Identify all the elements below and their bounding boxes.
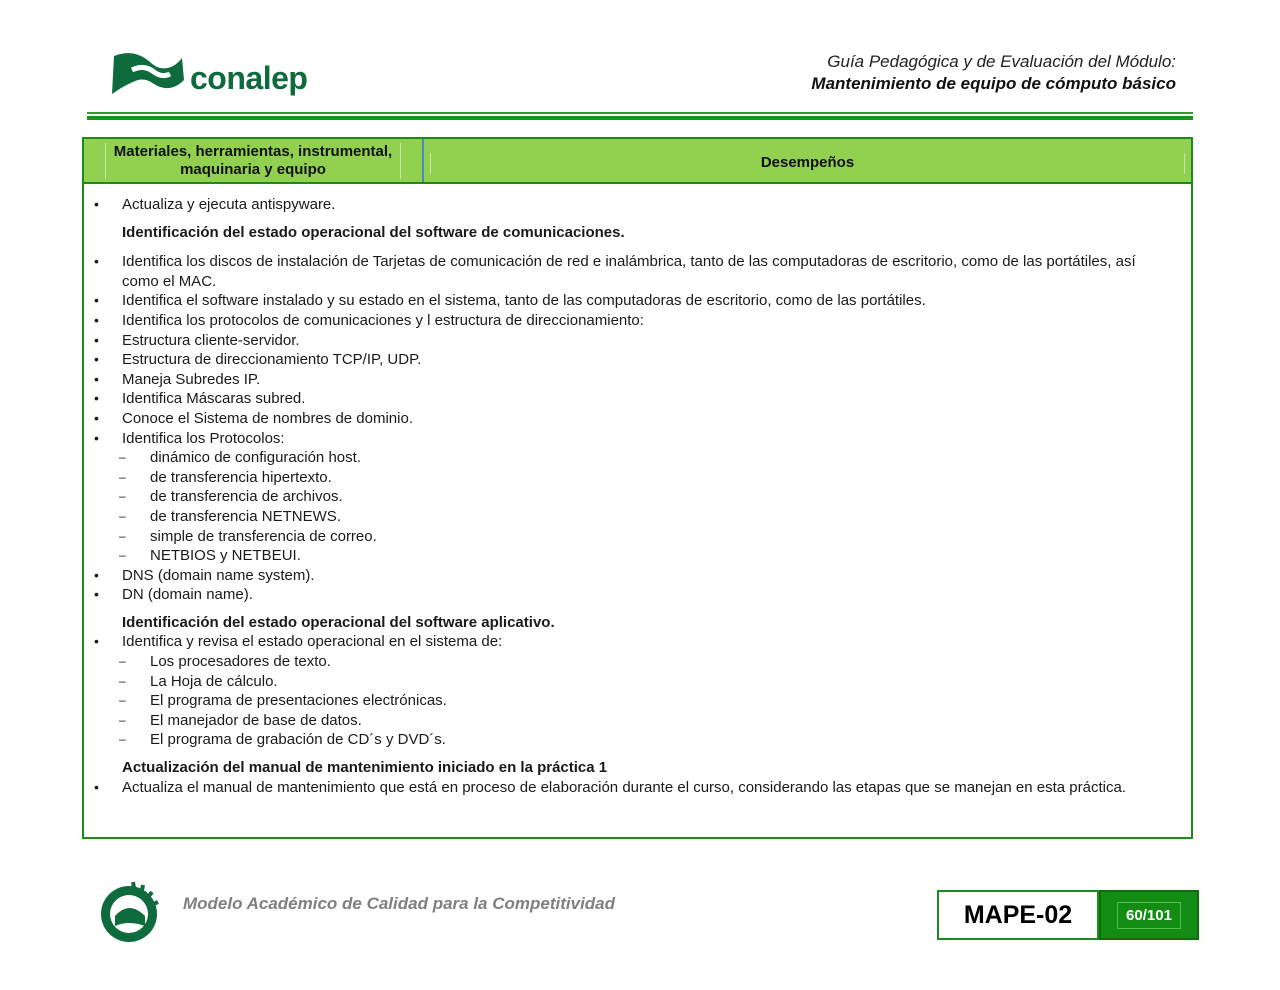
sub-list-item: – de transferencia de archivos. <box>84 487 1191 507</box>
list-item: • Identifica los protocolos de comunicaciones y l estructura de direccionamiento: <box>84 311 1191 331</box>
section-heading: Identificación del estado operacional del software aplicativo. <box>122 613 555 631</box>
list-item: • Identifica los discos de instalación de Tarjetas de comunicación de red e inalámbrica, tanto de las computadoras de escritorio, como de las portátiles, así como el MAC. <box>84 252 1191 291</box>
sub-list-item: – dinámico de configuración host. <box>84 448 1191 468</box>
sub-list-item: – La Hoja de cálculo. <box>84 672 1191 692</box>
materials-header-line1: Materiales, herramientas, instrumental, <box>113 142 393 160</box>
list-item: • DN (domain name). <box>84 585 1191 605</box>
list-item: • Actualiza y ejecuta antispyware. <box>84 195 1191 215</box>
performance-header-label: Desempeños <box>760 154 855 171</box>
list-item: • Conoce el Sistema de nombres de dominio. <box>84 409 1191 429</box>
brand-name: conalep <box>190 60 308 96</box>
sub-list-item: – El programa de grabación de CD´s y DVD´s. <box>84 730 1191 750</box>
performance-table <box>82 137 1193 839</box>
materials-header-line2: maquinaria y equipo <box>180 160 326 178</box>
document-code: MAPE-02 <box>963 900 1073 929</box>
header-rule-thick <box>87 116 1193 120</box>
list-item: • Identifica Máscaras subred. <box>84 389 1191 409</box>
document-header <box>811 52 1176 94</box>
footer-tagline: Modelo Académico de Calidad para la Competitividad <box>183 894 616 913</box>
sub-list-item: – NETBIOS y NETBEUI. <box>84 546 1191 566</box>
sub-list-item: – de transferencia hipertexto. <box>84 468 1191 488</box>
list-item: • Identifica y revisa el estado operacional en el sistema de: <box>84 632 1191 652</box>
sub-list-item: – El programa de presentaciones electrónicas. <box>84 691 1191 711</box>
header-rule-thin <box>87 112 1193 114</box>
sub-list-item: – Los procesadores de texto. <box>84 652 1191 672</box>
materials-column-header <box>84 139 424 182</box>
module-title: Mantenimiento de equipo de cómputo básico <box>811 74 1176 93</box>
sub-list-item: – de transferencia NETNEWS. <box>84 507 1191 527</box>
section-heading: Identificación del estado operacional del software de comunicaciones. <box>122 223 625 241</box>
list-item: • Estructura de direccionamiento TCP/IP, UDP. <box>84 350 1191 370</box>
academic-model-seal <box>95 876 165 946</box>
guide-title: Guía Pedagógica y de Evaluación del Módulo: <box>827 52 1176 71</box>
sub-list-item: – El manejador de base de datos. <box>84 711 1191 731</box>
performance-column-header <box>424 139 1191 182</box>
table-header <box>84 139 1191 184</box>
list-item: • DNS (domain name system). <box>84 566 1191 586</box>
table-body <box>84 184 1191 797</box>
sub-list-item: – simple de transferencia de correo. <box>84 527 1191 547</box>
list-item: • Maneja Subredes IP. <box>84 370 1191 390</box>
list-item: • Identifica los Protocolos: <box>84 429 1191 449</box>
list-item: • Estructura cliente-servidor. <box>84 331 1191 351</box>
document-code-box <box>937 890 1099 940</box>
conalep-emblem-icon <box>110 50 186 96</box>
section-heading: Actualización del manual de mantenimiento iniciado en la práctica 1 <box>122 759 608 777</box>
page-number: 60/101 <box>1117 902 1181 929</box>
conalep-logo <box>110 48 320 108</box>
seal-emblem-icon <box>95 876 165 946</box>
list-item: • Actualiza el manual de mantenimiento que está en proceso de elaboración durante el curso, considerando las etapas que se manejan en esta práctica. <box>84 778 1191 798</box>
page-number-box <box>1099 890 1199 940</box>
list-item: • Identifica el software instalado y su estado en el sistema, tanto de las computadoras de escritorio, como de las portátiles. <box>84 291 1191 311</box>
